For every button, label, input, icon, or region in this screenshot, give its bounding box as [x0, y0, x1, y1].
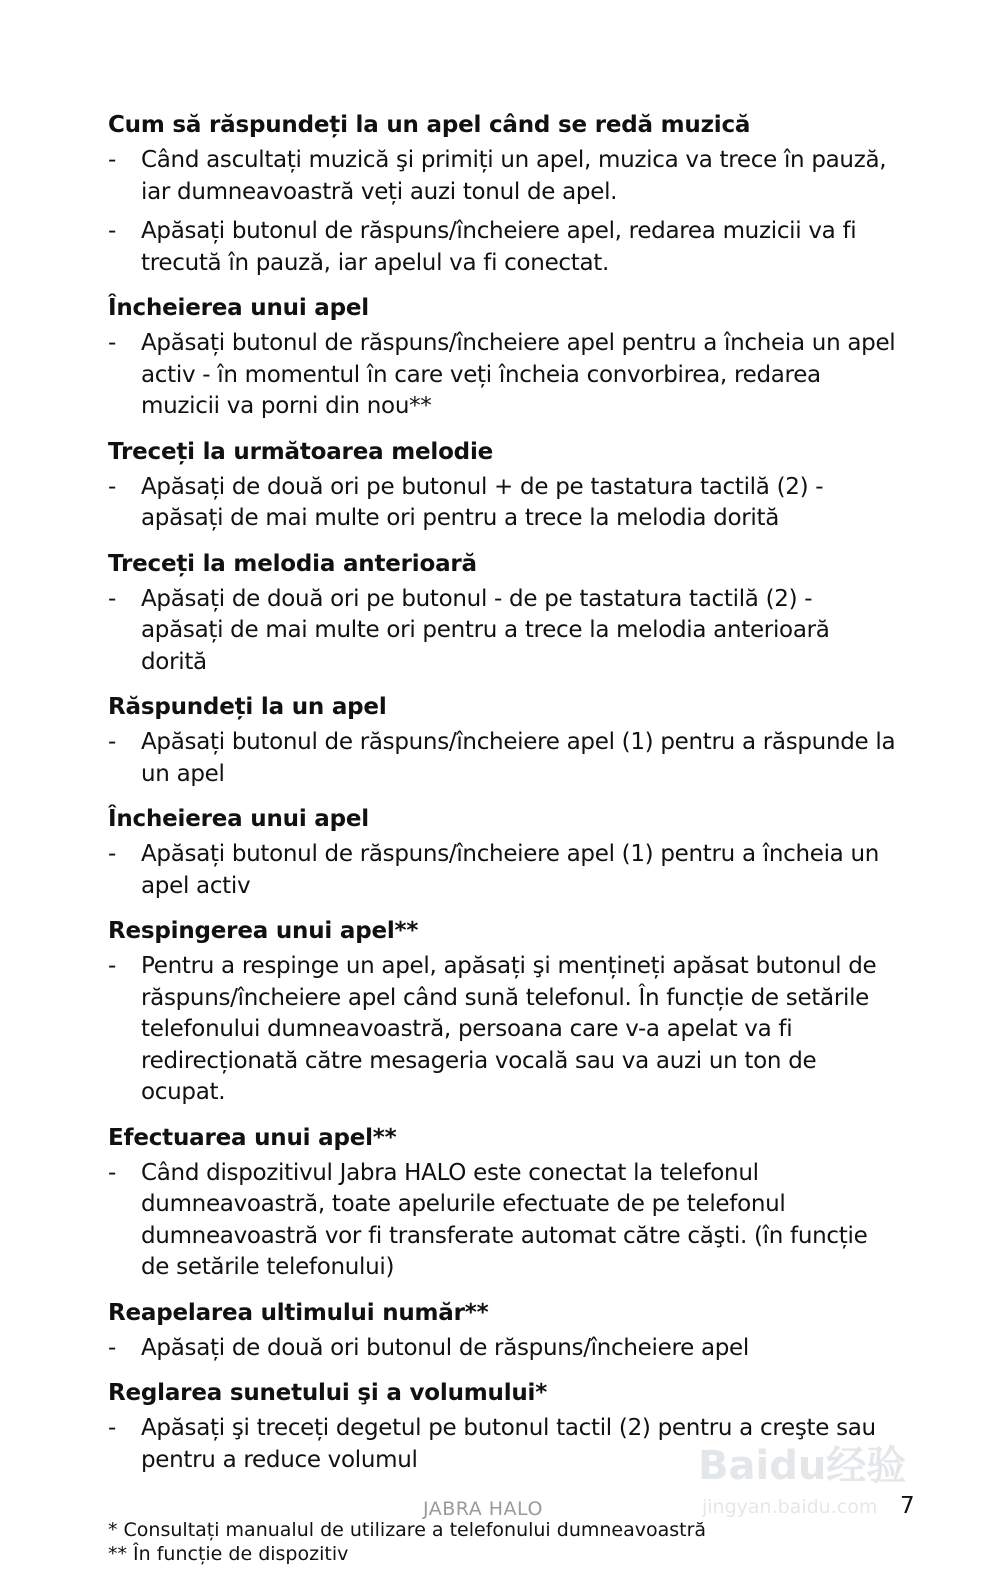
bullet-item — [108, 145, 898, 208]
section — [108, 686, 898, 790]
section-heading: Cum să răspundeți la un apel când se redă muzică — [108, 112, 751, 138]
watermark-url: jingyan.baidu.com — [702, 1496, 878, 1518]
section — [108, 104, 898, 279]
bullet-dash: - — [108, 841, 116, 867]
bullet-text: Apăsați şi treceți degetul pe butonul tactil (2) pentru a creşte sau pentru a reduce volumul — [141, 1415, 876, 1473]
bullet-text: Apăsați butonul de răspuns/încheiere apel (1) pentru a încheia un apel activ — [141, 841, 880, 899]
bullet-item — [108, 472, 898, 535]
bullet-item — [108, 839, 898, 902]
footer-brand: JABRA HALO — [423, 1498, 543, 1520]
footnotes — [108, 1518, 706, 1566]
bullet-text: Când dispozitivul Jabra HALO este conectat la telefonul dumneavoastră, toate apelurile efectuate de pe telefonul dumneavoastră vor fi transferate automat către căşti. (în funcție de setările telefonului) — [141, 1159, 868, 1280]
watermark-logo-text: Baidu经验 — [698, 1443, 907, 1489]
section — [108, 798, 898, 902]
section-heading: Răspundeți la un apel — [108, 694, 387, 720]
bullet-item — [108, 584, 898, 679]
bullet-item — [108, 1158, 898, 1284]
section-heading: Reglarea sunetului şi a volumului* — [108, 1380, 548, 1406]
section-heading: Efectuarea unui apel** — [108, 1124, 397, 1151]
bullet-text: Pentru a respinge un apel, apăsați şi mențineți apăsat butonul de răspuns/încheiere apel când sună telefonul. În funcție de setările telefonului dumneavoastră, persoana care v-a apelat va fi redirecționată către mesageria vocală sau va auzi un ton de ocupat. — [141, 953, 877, 1105]
bullet-text: Apăsați de două ori pe butonul + de pe tastatura tactilă (2) - apăsați de mai multe ori pentru a trece la melodia dorită — [141, 473, 824, 531]
section — [108, 1292, 898, 1365]
bullet-item — [108, 216, 898, 279]
bullet-dash: - — [108, 1159, 116, 1186]
section — [108, 287, 898, 423]
bullet-text: Apăsați butonul de răspuns/încheiere apel pentru a încheia un apel activ - în momentul în care veți încheia convorbirea, redarea muzicii va porni din nou** — [141, 330, 896, 419]
bullet-dash: - — [108, 729, 116, 755]
section — [108, 431, 898, 535]
bullet-dash: - — [108, 953, 116, 979]
footnote: * Consultați manualul de utilizare a telefonului dumneavoastră — [108, 1519, 707, 1541]
section-heading: Treceți la următoarea melodie — [108, 438, 494, 465]
bullet-text: Când ascultați muzică şi primiți un apel, muzica va trece în pauză, iar dumneavoastră veți auzi tonul de apel. — [141, 147, 887, 205]
bullet-dash: - — [108, 585, 116, 612]
bullet-dash: - — [108, 1415, 116, 1441]
bullet-dash: - — [108, 473, 116, 500]
bullet-item — [108, 328, 898, 423]
bullet-text: Apăsați butonul de răspuns/încheiere apel, redarea muzicii va fi trecută în pauză, iar apelul va fi conectat. — [141, 218, 857, 276]
bullet-item — [108, 951, 898, 1109]
section — [108, 543, 898, 679]
bullet-item — [108, 1333, 898, 1365]
bullet-text: Apăsați butonul de răspuns/încheiere apel (1) pentru a răspunde la un apel — [141, 729, 896, 787]
footnote: ** În funcție de dispozitiv — [108, 1543, 349, 1565]
bullet-item — [108, 727, 898, 790]
bullet-dash: - — [108, 330, 116, 356]
baidu-watermark — [690, 1428, 920, 1528]
section-heading: Încheierea unui apel — [108, 295, 369, 321]
section-heading: Treceți la melodia anterioară — [108, 550, 477, 577]
bullet-dash: - — [108, 1334, 116, 1361]
bullet-text: Apăsați de două ori pe butonul - de pe tastatura tactilă (2) - apăsați de mai multe ori pentru a trece la melodia anterioară dorită — [141, 585, 830, 675]
section-heading: Respingerea unui apel** — [108, 918, 419, 944]
document-body — [108, 104, 898, 1484]
section-heading: Încheierea unui apel — [108, 806, 369, 832]
bullet-dash: - — [108, 147, 116, 173]
section-heading: Reapelarea ultimului număr** — [108, 1299, 489, 1326]
bullet-dash: - — [108, 218, 116, 244]
bullet-text: Apăsați de două ori butonul de răspuns/încheiere apel — [141, 1334, 749, 1361]
page-number: 7 — [900, 1493, 915, 1519]
section — [108, 910, 898, 1109]
section — [108, 1117, 898, 1284]
